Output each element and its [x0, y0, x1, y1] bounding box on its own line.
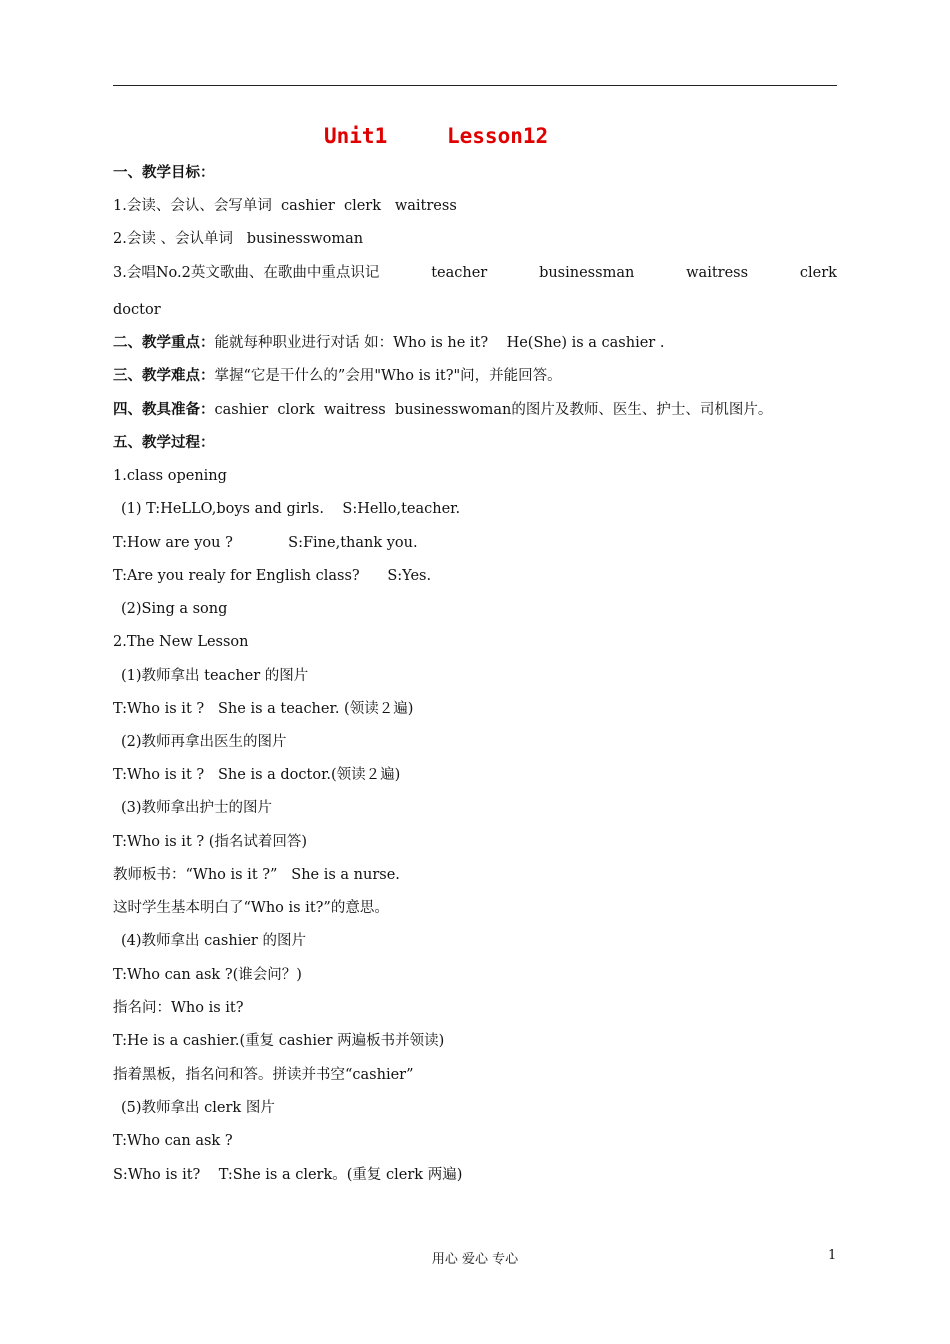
process-line: T:How are you ? S:Fine,thank you.: [113, 535, 418, 551]
process-line: T:Who is it ? (指名试着回答): [113, 834, 308, 850]
process-line: 指名问：Who is it?: [113, 1000, 244, 1016]
process-line: (5)教师拿出 clerk 图片: [121, 1100, 275, 1116]
process-line: T:He is a cashier.(重复 cashier 两遍板书并领读): [113, 1033, 445, 1049]
goal-line-3: [113, 263, 837, 283]
process-line: T:Who can ask ?: [113, 1133, 233, 1149]
process-heading: 五、教学过程：: [113, 435, 215, 451]
goal3-word-teacher: teacher: [431, 265, 488, 281]
process-line: 这时学生基本明白了“Who is it?”的意思。: [113, 900, 389, 916]
goal3-word-waitress: waitress: [686, 265, 749, 281]
process-line: (2)Sing a song: [121, 601, 228, 617]
difficult-point-line: [113, 366, 837, 386]
process-line: (3)教师拿出护士的图片: [121, 800, 273, 816]
key-text: 能就每种职业进行对话 如：Who is he it? He(She) is a cashier .: [214, 335, 665, 351]
process-line: T:Who is it ? She is a doctor.(领读２遍): [113, 767, 401, 783]
page-number: 1: [828, 1248, 837, 1263]
goal3-word-businessman: businessman: [539, 265, 635, 281]
prep-text: cashier clork waitress businesswoman的图片及教师、医生、护士、司机图片。: [214, 402, 773, 418]
process-line: 指着黑板，指名问和答。拼读并书空“cashier”: [113, 1067, 414, 1083]
process-line: (4)教师拿出 cashier 的图片: [121, 933, 306, 949]
difficult-text: 掌握“它是干什么的”会用"Who is it?"问，并能回答。: [214, 368, 562, 384]
prep-line: [113, 400, 837, 420]
key-heading: 二、教学重点：: [113, 335, 215, 351]
page-footer: 用心 爱心 专心: [431, 1252, 519, 1267]
goals-heading: 一、教学目标：: [113, 165, 215, 181]
title-lesson: Lesson12: [447, 124, 549, 148]
process-line: T:Are you realy for English class? S:Yes.: [113, 568, 432, 584]
process-line: (1) T:HeLLO,boys and girls. S:Hello,teacher.: [121, 501, 461, 517]
prep-heading: 四、教具准备：: [113, 402, 215, 418]
title-unit: Unit1: [324, 124, 388, 148]
process-line: 2.The New Lesson: [113, 634, 249, 650]
goal-line-3-cont: doctor: [113, 302, 161, 318]
difficult-heading: 三、教学难点：: [113, 368, 215, 384]
goal3-text: 3.会唱No.2英文歌曲、在歌曲中重点识记: [113, 265, 380, 281]
process-line: (2)教师再拿出医生的图片: [121, 734, 287, 750]
process-line: T:Who can ask ?(谁会问？): [113, 967, 302, 983]
goal3-word-clerk: clerk: [799, 265, 837, 281]
process-line: S:Who is it? T:She is a clerk。(重复 clerk 两遍): [113, 1167, 463, 1183]
goal-line-2: 2.会读 、会认单词 businesswoman: [113, 231, 364, 247]
process-line: 1.class opening: [113, 468, 227, 484]
process-line: T:Who is it ? She is a teacher. (领读２遍): [113, 701, 414, 717]
process-line: 教师板书：“Who is it ?” She is a nurse.: [113, 867, 400, 883]
process-line: (1)教师拿出 teacher 的图片: [121, 668, 309, 684]
key-point-line: [113, 333, 837, 353]
goal-line-1: 1.会读、会认、会写单词 cashier clerk waitress: [113, 198, 457, 214]
header-rule: [113, 85, 837, 86]
